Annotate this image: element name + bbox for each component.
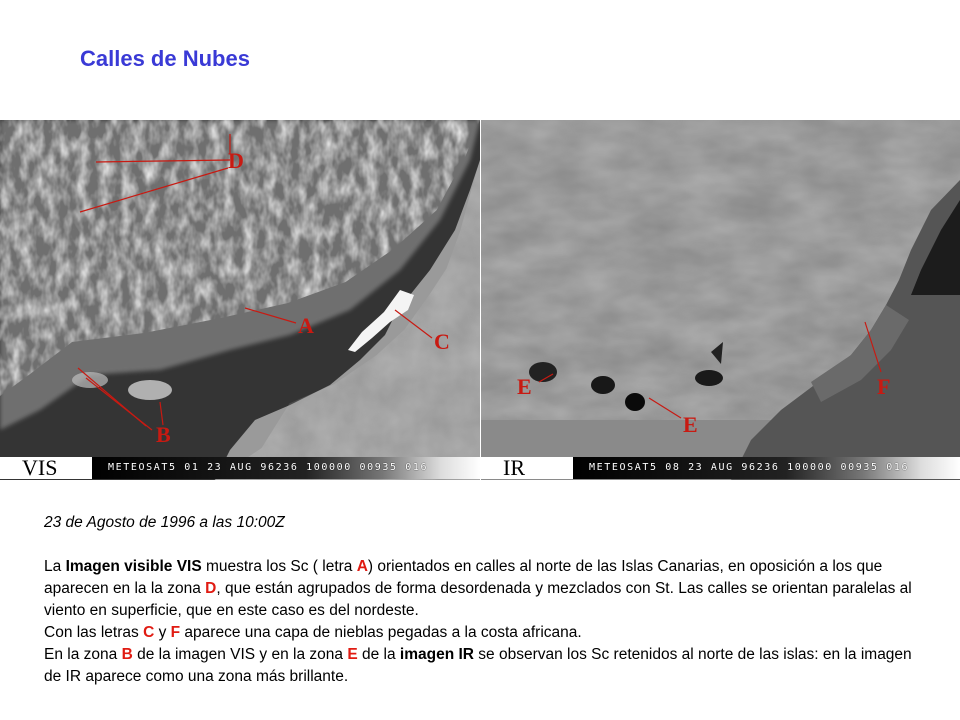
caption-text: ) orientados en calles al norte de las Islas Canarias, en oposición a los que aparecen en la la zona [44,558,883,597]
caption-text: En la zona [44,646,122,663]
caption-letter-a: A [356,558,368,575]
vis-info-strip [0,457,480,479]
ir-satellite-image [481,120,960,480]
label-e-east: E [683,412,698,437]
vis-satellite-image [0,120,480,480]
caption-text: La [44,558,66,575]
caption-paragraph-fog [44,622,924,644]
caption-letter-c: C [143,624,155,641]
caption-bold: Imagen visible VIS [65,558,202,575]
caption-text: se observan los Sc retenidos al norte de las islas: en la imagen de IR aparece como una zona más brillante. [44,646,912,685]
label-c: C [434,329,450,354]
caption-paragraph-ir [44,644,924,688]
vis-band-label: VIS [0,457,92,479]
label-b: B [156,422,171,447]
page-title: Calles de Nubes [80,46,250,71]
caption-letter-e: E [347,646,358,663]
caption-text: de la [357,646,400,663]
caption-letter-f: F [170,624,181,641]
vis-meta-text: METEOSAT5 01 23 AUG 96236 100000 00935 016 [108,462,429,473]
caption-text: muestra los Sc ( letra [201,558,357,575]
ir-info-strip [481,457,960,479]
caption-text: de la imagen VIS y en la zona [132,646,348,663]
label-f: F [877,374,891,399]
label-e-west: E [517,374,532,399]
label-a: A [298,313,314,338]
caption-bold: imagen IR [399,646,474,663]
caption-text: aparece una capa de nieblas pegadas a la costa africana. [180,624,582,641]
label-d: D [228,148,244,173]
caption-letter-b: B [121,646,133,663]
caption-text: Con las letras [44,624,144,641]
caption-letter-d: D [205,580,217,597]
caption-paragraph-vis [44,556,924,622]
caption [44,512,924,688]
ir-meta-text: METEOSAT5 08 23 AUG 96236 100000 00935 016 [589,462,910,473]
ir-band-label: IR [481,457,573,479]
caption-text: , que están agrupados de forma desordenada y mezclados con St. Las calles se orientan paralelas al viento en superficie, que en este caso es del nordeste. [44,580,912,619]
caption-text: y [154,624,171,641]
caption-date: 23 de Agosto de 1996 a las 10:00Z [44,514,285,531]
